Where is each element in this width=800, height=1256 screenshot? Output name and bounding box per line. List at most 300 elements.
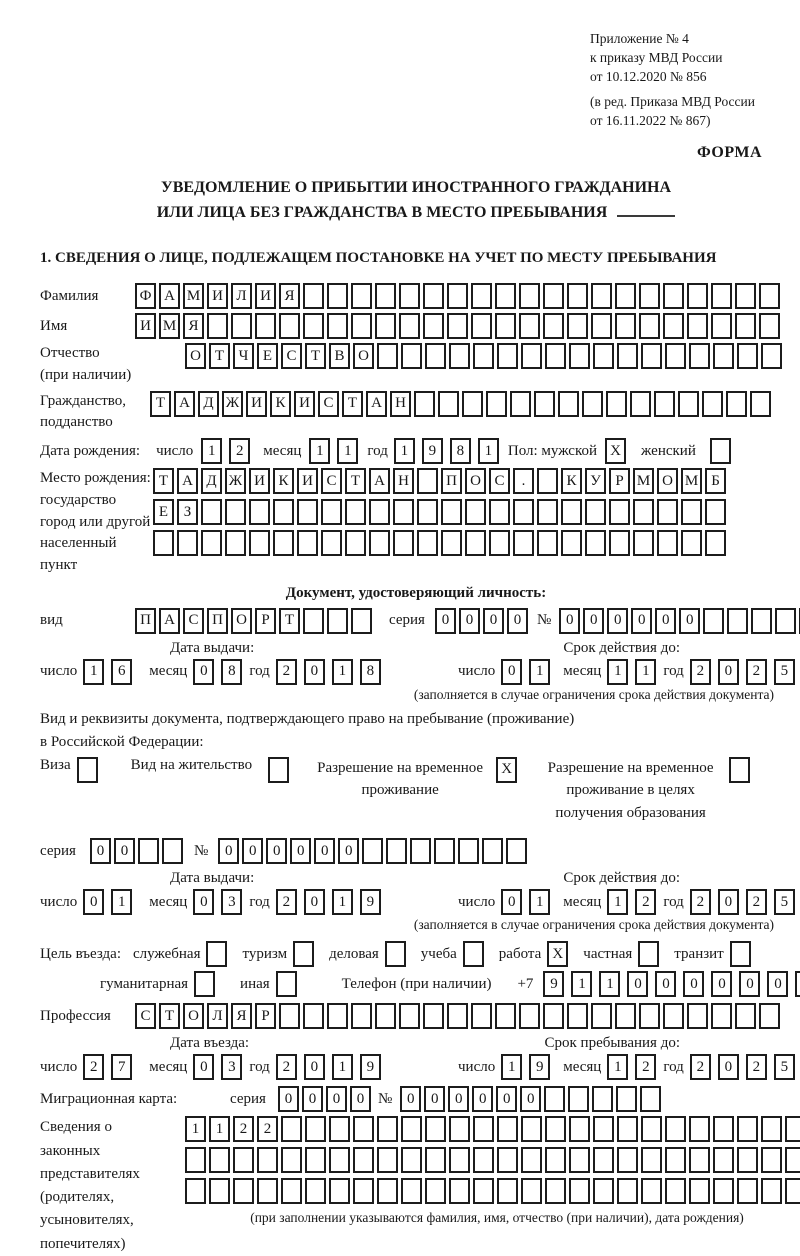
- empty-cell[interactable]: [561, 499, 582, 525]
- empty-cell[interactable]: [537, 530, 558, 556]
- empty-cell[interactable]: [761, 1147, 782, 1173]
- empty-cell[interactable]: [353, 1178, 374, 1204]
- char-cell[interactable]: 2: [635, 1054, 656, 1080]
- char-cell[interactable]: 0: [193, 889, 214, 915]
- char-cell[interactable]: 3: [221, 1054, 242, 1080]
- empty-cell[interactable]: [785, 1178, 800, 1204]
- char-cell[interactable]: 9: [360, 889, 381, 915]
- empty-cell[interactable]: [730, 941, 751, 967]
- empty-cell[interactable]: [463, 941, 484, 967]
- char-cell[interactable]: Н: [390, 391, 411, 417]
- empty-cell[interactable]: [417, 468, 438, 494]
- empty-cell[interactable]: [206, 941, 227, 967]
- char-cell[interactable]: И: [249, 468, 270, 494]
- empty-cell[interactable]: [375, 283, 396, 309]
- char-cell[interactable]: Т: [150, 391, 171, 417]
- empty-cell[interactable]: [657, 499, 678, 525]
- empty-cell[interactable]: [639, 313, 660, 339]
- empty-cell[interactable]: [417, 499, 438, 525]
- empty-cell[interactable]: [641, 343, 662, 369]
- empty-cell[interactable]: [449, 1178, 470, 1204]
- char-cell[interactable]: 3: [221, 889, 242, 915]
- empty-cell[interactable]: [633, 530, 654, 556]
- empty-cell[interactable]: [473, 1116, 494, 1142]
- char-cell[interactable]: 0: [350, 1086, 371, 1112]
- empty-cell[interactable]: [519, 1003, 540, 1029]
- empty-cell[interactable]: [399, 313, 420, 339]
- empty-cell[interactable]: [665, 1147, 686, 1173]
- char-cell[interactable]: К: [561, 468, 582, 494]
- char-cell[interactable]: Т: [342, 391, 363, 417]
- empty-cell[interactable]: [545, 1147, 566, 1173]
- char-cell[interactable]: Р: [609, 468, 630, 494]
- empty-cell[interactable]: [616, 1086, 637, 1112]
- char-cell[interactable]: 1: [607, 1054, 628, 1080]
- empty-cell[interactable]: [375, 313, 396, 339]
- char-cell[interactable]: 2: [233, 1116, 254, 1142]
- char-cell[interactable]: С: [321, 468, 342, 494]
- empty-cell[interactable]: [257, 1178, 278, 1204]
- empty-cell[interactable]: [233, 1147, 254, 1173]
- empty-cell[interactable]: [591, 313, 612, 339]
- empty-cell[interactable]: [401, 1116, 422, 1142]
- empty-cell[interactable]: [585, 530, 606, 556]
- empty-cell[interactable]: [543, 1003, 564, 1029]
- empty-cell[interactable]: [689, 343, 710, 369]
- char-cell[interactable]: 1: [607, 659, 628, 685]
- empty-cell[interactable]: [321, 499, 342, 525]
- char-cell[interactable]: X: [605, 438, 626, 464]
- char-cell[interactable]: Д: [198, 391, 219, 417]
- char-cell[interactable]: 0: [290, 838, 311, 864]
- char-cell[interactable]: 0: [448, 1086, 469, 1112]
- empty-cell[interactable]: [521, 1178, 542, 1204]
- char-cell[interactable]: 1: [111, 889, 132, 915]
- empty-cell[interactable]: [545, 1178, 566, 1204]
- empty-cell[interactable]: [497, 1178, 518, 1204]
- empty-cell[interactable]: [447, 1003, 468, 1029]
- empty-cell[interactable]: [207, 313, 228, 339]
- empty-cell[interactable]: [185, 1178, 206, 1204]
- empty-cell[interactable]: [735, 1003, 756, 1029]
- char-cell[interactable]: 0: [459, 608, 480, 634]
- empty-cell[interactable]: [543, 313, 564, 339]
- empty-cell[interactable]: [231, 313, 252, 339]
- char-cell[interactable]: О: [657, 468, 678, 494]
- char-cell[interactable]: Т: [159, 1003, 180, 1029]
- empty-cell[interactable]: [558, 391, 579, 417]
- empty-cell[interactable]: [615, 283, 636, 309]
- char-cell[interactable]: Л: [231, 283, 252, 309]
- char-cell[interactable]: П: [135, 608, 156, 634]
- empty-cell[interactable]: [785, 1147, 800, 1173]
- char-cell[interactable]: Е: [257, 343, 278, 369]
- empty-cell[interactable]: [633, 499, 654, 525]
- char-cell[interactable]: 5: [774, 659, 795, 685]
- char-cell[interactable]: 2: [276, 659, 297, 685]
- char-cell[interactable]: К: [273, 468, 294, 494]
- empty-cell[interactable]: [593, 1147, 614, 1173]
- char-cell[interactable]: 2: [746, 889, 767, 915]
- char-cell[interactable]: 6: [111, 659, 132, 685]
- empty-cell[interactable]: [257, 1147, 278, 1173]
- char-cell[interactable]: 0: [631, 608, 652, 634]
- empty-cell[interactable]: [327, 1003, 348, 1029]
- empty-cell[interactable]: [369, 499, 390, 525]
- empty-cell[interactable]: [568, 1086, 589, 1112]
- char-cell[interactable]: Я: [231, 1003, 252, 1029]
- empty-cell[interactable]: [606, 391, 627, 417]
- empty-cell[interactable]: [513, 530, 534, 556]
- empty-cell[interactable]: [521, 1147, 542, 1173]
- char-cell[interactable]: Т: [345, 468, 366, 494]
- empty-cell[interactable]: [353, 1147, 374, 1173]
- empty-cell[interactable]: [567, 313, 588, 339]
- char-cell[interactable]: 9: [360, 1054, 381, 1080]
- empty-cell[interactable]: [681, 499, 702, 525]
- empty-cell[interactable]: [162, 838, 183, 864]
- char-cell[interactable]: Ж: [222, 391, 243, 417]
- char-cell[interactable]: 1: [185, 1116, 206, 1142]
- empty-cell[interactable]: [401, 343, 422, 369]
- char-cell[interactable]: Т: [153, 468, 174, 494]
- empty-cell[interactable]: [593, 1116, 614, 1142]
- char-cell[interactable]: А: [177, 468, 198, 494]
- empty-cell[interactable]: [417, 530, 438, 556]
- char-cell[interactable]: 9: [422, 438, 443, 464]
- empty-cell[interactable]: [665, 343, 686, 369]
- char-cell[interactable]: 1: [529, 659, 550, 685]
- char-cell[interactable]: Д: [201, 468, 222, 494]
- char-cell[interactable]: 0: [607, 608, 628, 634]
- empty-cell[interactable]: [713, 1178, 734, 1204]
- char-cell[interactable]: 0: [278, 1086, 299, 1112]
- char-cell[interactable]: 0: [655, 608, 676, 634]
- char-cell[interactable]: 0: [304, 659, 325, 685]
- empty-cell[interactable]: [351, 313, 372, 339]
- empty-cell[interactable]: [386, 838, 407, 864]
- char-cell[interactable]: И: [297, 468, 318, 494]
- empty-cell[interactable]: [569, 1178, 590, 1204]
- empty-cell[interactable]: [153, 530, 174, 556]
- char-cell[interactable]: Б: [705, 468, 726, 494]
- empty-cell[interactable]: [249, 499, 270, 525]
- empty-cell[interactable]: [201, 499, 222, 525]
- char-cell[interactable]: 1: [394, 438, 415, 464]
- char-cell[interactable]: 0: [718, 659, 739, 685]
- char-cell[interactable]: М: [633, 468, 654, 494]
- char-cell[interactable]: Р: [255, 1003, 276, 1029]
- empty-cell[interactable]: [303, 283, 324, 309]
- empty-cell[interactable]: [561, 530, 582, 556]
- empty-cell[interactable]: [351, 608, 372, 634]
- empty-cell[interactable]: [423, 1003, 444, 1029]
- empty-cell[interactable]: [775, 608, 796, 634]
- empty-cell[interactable]: [305, 1178, 326, 1204]
- char-cell[interactable]: 2: [690, 1054, 711, 1080]
- empty-cell[interactable]: [726, 391, 747, 417]
- char-cell[interactable]: О: [465, 468, 486, 494]
- empty-cell[interactable]: [297, 530, 318, 556]
- empty-cell[interactable]: [273, 499, 294, 525]
- empty-cell[interactable]: [209, 1178, 230, 1204]
- empty-cell[interactable]: [233, 1178, 254, 1204]
- empty-cell[interactable]: [711, 1003, 732, 1029]
- empty-cell[interactable]: [663, 313, 684, 339]
- empty-cell[interactable]: [663, 1003, 684, 1029]
- char-cell[interactable]: У: [585, 468, 606, 494]
- char-cell[interactable]: 1: [332, 659, 353, 685]
- empty-cell[interactable]: [759, 313, 780, 339]
- empty-cell[interactable]: [710, 438, 731, 464]
- empty-cell[interactable]: [249, 530, 270, 556]
- empty-cell[interactable]: [795, 971, 800, 997]
- empty-cell[interactable]: [377, 343, 398, 369]
- empty-cell[interactable]: [729, 757, 750, 783]
- empty-cell[interactable]: [703, 608, 724, 634]
- char-cell[interactable]: М: [183, 283, 204, 309]
- char-cell[interactable]: 0: [679, 608, 700, 634]
- char-cell[interactable]: 1: [599, 971, 620, 997]
- empty-cell[interactable]: [423, 283, 444, 309]
- empty-cell[interactable]: [585, 499, 606, 525]
- empty-cell[interactable]: [321, 530, 342, 556]
- char-cell[interactable]: 2: [276, 889, 297, 915]
- empty-cell[interactable]: [425, 1116, 446, 1142]
- char-cell[interactable]: А: [159, 283, 180, 309]
- empty-cell[interactable]: [495, 283, 516, 309]
- empty-cell[interactable]: [761, 343, 782, 369]
- char-cell[interactable]: 1: [635, 659, 656, 685]
- empty-cell[interactable]: [425, 1147, 446, 1173]
- empty-cell[interactable]: [761, 1116, 782, 1142]
- char-cell[interactable]: 0: [326, 1086, 347, 1112]
- char-cell[interactable]: Ж: [225, 468, 246, 494]
- empty-cell[interactable]: [545, 1116, 566, 1142]
- char-cell[interactable]: 1: [501, 1054, 522, 1080]
- char-cell[interactable]: 0: [302, 1086, 323, 1112]
- char-cell[interactable]: 0: [304, 1054, 325, 1080]
- char-cell[interactable]: И: [207, 283, 228, 309]
- empty-cell[interactable]: [639, 283, 660, 309]
- empty-cell[interactable]: [510, 391, 531, 417]
- empty-cell[interactable]: [689, 1178, 710, 1204]
- char-cell[interactable]: 0: [501, 889, 522, 915]
- empty-cell[interactable]: [567, 1003, 588, 1029]
- empty-cell[interactable]: [329, 1147, 350, 1173]
- char-cell[interactable]: 0: [90, 838, 111, 864]
- empty-cell[interactable]: [393, 499, 414, 525]
- empty-cell[interactable]: [593, 1178, 614, 1204]
- empty-cell[interactable]: [702, 391, 723, 417]
- empty-cell[interactable]: [305, 1147, 326, 1173]
- empty-cell[interactable]: [377, 1178, 398, 1204]
- char-cell[interactable]: Н: [393, 468, 414, 494]
- char-cell[interactable]: 0: [718, 889, 739, 915]
- empty-cell[interactable]: [138, 838, 159, 864]
- empty-cell[interactable]: [281, 1116, 302, 1142]
- empty-cell[interactable]: [519, 283, 540, 309]
- empty-cell[interactable]: [567, 283, 588, 309]
- char-cell[interactable]: М: [681, 468, 702, 494]
- char-cell[interactable]: 0: [304, 889, 325, 915]
- empty-cell[interactable]: [737, 1116, 758, 1142]
- empty-cell[interactable]: [401, 1178, 422, 1204]
- empty-cell[interactable]: [705, 530, 726, 556]
- char-cell[interactable]: 2: [746, 659, 767, 685]
- empty-cell[interactable]: [615, 313, 636, 339]
- empty-cell[interactable]: [497, 1116, 518, 1142]
- empty-cell[interactable]: [327, 313, 348, 339]
- char-cell[interactable]: И: [255, 283, 276, 309]
- empty-cell[interactable]: [471, 313, 492, 339]
- empty-cell[interactable]: [305, 1116, 326, 1142]
- char-cell[interactable]: 0: [114, 838, 135, 864]
- char-cell[interactable]: С: [489, 468, 510, 494]
- empty-cell[interactable]: [617, 343, 638, 369]
- empty-cell[interactable]: [630, 391, 651, 417]
- empty-cell[interactable]: [441, 530, 462, 556]
- empty-cell[interactable]: [279, 1003, 300, 1029]
- char-cell[interactable]: Я: [279, 283, 300, 309]
- empty-cell[interactable]: [591, 283, 612, 309]
- empty-cell[interactable]: [465, 530, 486, 556]
- char-cell[interactable]: Р: [255, 608, 276, 634]
- empty-cell[interactable]: [785, 1116, 800, 1142]
- empty-cell[interactable]: [750, 391, 771, 417]
- empty-cell[interactable]: [641, 1147, 662, 1173]
- char-cell[interactable]: С: [183, 608, 204, 634]
- empty-cell[interactable]: [369, 530, 390, 556]
- char-cell[interactable]: 2: [690, 889, 711, 915]
- empty-cell[interactable]: [486, 391, 507, 417]
- empty-cell[interactable]: [711, 313, 732, 339]
- empty-cell[interactable]: [293, 941, 314, 967]
- empty-cell[interactable]: [617, 1116, 638, 1142]
- empty-cell[interactable]: [713, 1147, 734, 1173]
- empty-cell[interactable]: [687, 283, 708, 309]
- empty-cell[interactable]: [471, 1003, 492, 1029]
- char-cell[interactable]: 1: [209, 1116, 230, 1142]
- empty-cell[interactable]: [281, 1178, 302, 1204]
- empty-cell[interactable]: [519, 313, 540, 339]
- empty-cell[interactable]: [434, 838, 455, 864]
- char-cell[interactable]: Ф: [135, 283, 156, 309]
- empty-cell[interactable]: [351, 283, 372, 309]
- empty-cell[interactable]: [617, 1178, 638, 1204]
- empty-cell[interactable]: [592, 1086, 613, 1112]
- char-cell[interactable]: П: [207, 608, 228, 634]
- char-cell[interactable]: 5: [774, 1054, 795, 1080]
- empty-cell[interactable]: [362, 838, 383, 864]
- char-cell[interactable]: С: [135, 1003, 156, 1029]
- char-cell[interactable]: 0: [767, 971, 788, 997]
- empty-cell[interactable]: [735, 283, 756, 309]
- char-cell[interactable]: 5: [774, 889, 795, 915]
- empty-cell[interactable]: [345, 499, 366, 525]
- empty-cell[interactable]: [687, 313, 708, 339]
- empty-cell[interactable]: [458, 838, 479, 864]
- empty-cell[interactable]: [751, 608, 772, 634]
- empty-cell[interactable]: [393, 530, 414, 556]
- empty-cell[interactable]: [497, 343, 518, 369]
- empty-cell[interactable]: [737, 1178, 758, 1204]
- char-cell[interactable]: О: [183, 1003, 204, 1029]
- char-cell[interactable]: 0: [242, 838, 263, 864]
- empty-cell[interactable]: [449, 1116, 470, 1142]
- empty-cell[interactable]: [279, 313, 300, 339]
- empty-cell[interactable]: [255, 313, 276, 339]
- char-cell[interactable]: 0: [627, 971, 648, 997]
- char-cell[interactable]: 1: [571, 971, 592, 997]
- empty-cell[interactable]: [185, 1147, 206, 1173]
- empty-cell[interactable]: [303, 1003, 324, 1029]
- char-cell[interactable]: К: [270, 391, 291, 417]
- empty-cell[interactable]: [401, 1147, 422, 1173]
- char-cell[interactable]: 0: [501, 659, 522, 685]
- empty-cell[interactable]: [77, 757, 98, 783]
- empty-cell[interactable]: [727, 608, 748, 634]
- char-cell[interactable]: X: [496, 757, 517, 783]
- char-cell[interactable]: Т: [305, 343, 326, 369]
- empty-cell[interactable]: [425, 343, 446, 369]
- empty-cell[interactable]: [537, 499, 558, 525]
- empty-cell[interactable]: [441, 499, 462, 525]
- char-cell[interactable]: 0: [424, 1086, 445, 1112]
- empty-cell[interactable]: [225, 499, 246, 525]
- char-cell[interactable]: 0: [193, 1054, 214, 1080]
- empty-cell[interactable]: [268, 757, 289, 783]
- empty-cell[interactable]: [521, 1116, 542, 1142]
- char-cell[interactable]: Л: [207, 1003, 228, 1029]
- char-cell[interactable]: 0: [559, 608, 580, 634]
- char-cell[interactable]: 0: [193, 659, 214, 685]
- char-cell[interactable]: 0: [314, 838, 335, 864]
- empty-cell[interactable]: [410, 838, 431, 864]
- char-cell[interactable]: В: [329, 343, 350, 369]
- char-cell[interactable]: Ч: [233, 343, 254, 369]
- empty-cell[interactable]: [225, 530, 246, 556]
- empty-cell[interactable]: [678, 391, 699, 417]
- char-cell[interactable]: 1: [529, 889, 550, 915]
- char-cell[interactable]: О: [231, 608, 252, 634]
- empty-cell[interactable]: [759, 283, 780, 309]
- empty-cell[interactable]: [353, 1116, 374, 1142]
- char-cell[interactable]: 0: [520, 1086, 541, 1112]
- empty-cell[interactable]: [327, 608, 348, 634]
- empty-cell[interactable]: [735, 313, 756, 339]
- char-cell[interactable]: Т: [279, 608, 300, 634]
- empty-cell[interactable]: [482, 838, 503, 864]
- empty-cell[interactable]: [303, 313, 324, 339]
- empty-cell[interactable]: [449, 343, 470, 369]
- empty-cell[interactable]: [544, 1086, 565, 1112]
- empty-cell[interactable]: [345, 530, 366, 556]
- char-cell[interactable]: 1: [332, 889, 353, 915]
- empty-cell[interactable]: [665, 1116, 686, 1142]
- char-cell[interactable]: А: [369, 468, 390, 494]
- char-cell[interactable]: 0: [218, 838, 239, 864]
- empty-cell[interactable]: [681, 530, 702, 556]
- empty-cell[interactable]: [713, 343, 734, 369]
- empty-cell[interactable]: [537, 468, 558, 494]
- char-cell[interactable]: О: [353, 343, 374, 369]
- char-cell[interactable]: 2: [635, 889, 656, 915]
- char-cell[interactable]: З: [177, 499, 198, 525]
- empty-cell[interactable]: [609, 530, 630, 556]
- char-cell[interactable]: 0: [683, 971, 704, 997]
- char-cell[interactable]: 2: [83, 1054, 104, 1080]
